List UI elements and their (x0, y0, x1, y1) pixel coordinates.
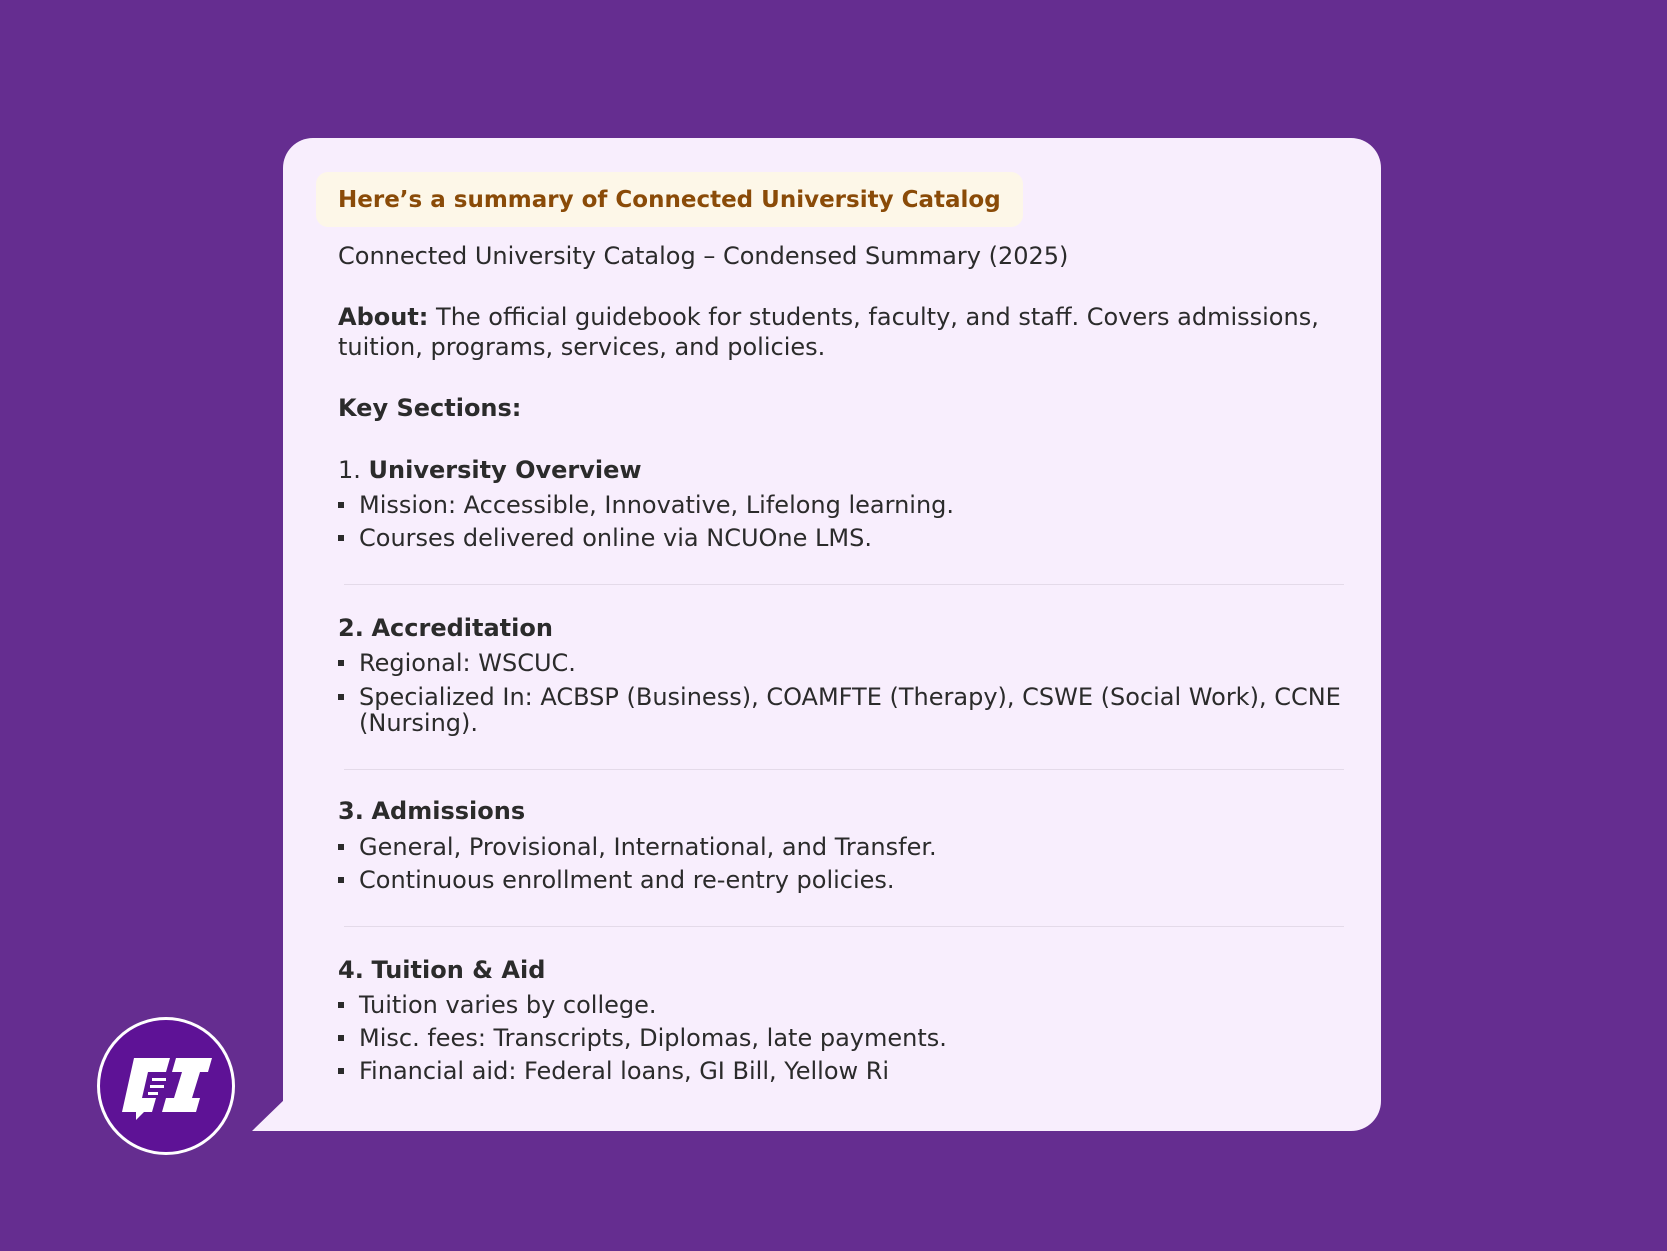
about-paragraph (338, 302, 1358, 362)
logo-glyph-icon (100, 1020, 232, 1152)
bullet-icon (338, 1002, 344, 1008)
bullet-icon (338, 694, 344, 700)
list-item (338, 525, 1359, 551)
list-item-text: Continuous enrollment and re-entry policies. (359, 866, 895, 894)
summary-heading: Here’s a summary of Connected University Catalog (338, 186, 1001, 213)
list-item (338, 1025, 1359, 1051)
section-divider (344, 584, 1344, 585)
section-title: Accreditation (371, 614, 553, 642)
section-heading-tuition-aid (338, 956, 545, 984)
bullet-icon (338, 535, 344, 541)
bullet-icon (338, 844, 344, 850)
section-number: 1. (338, 456, 361, 484)
bullet-icon (338, 877, 344, 883)
section-divider (344, 926, 1344, 927)
chat-document-logo-icon (97, 1017, 235, 1155)
list-item (338, 1058, 1359, 1084)
list-item-text: Mission: Accessible, Innovative, Lifelong learning. (359, 491, 955, 519)
section-heading-university-overview (338, 456, 642, 484)
list-item-text: Courses delivered online via NCUOne LMS. (359, 524, 872, 552)
list-item-text: Financial aid: Federal loans, GI Bill, Yellow Ri (359, 1057, 890, 1085)
bullet-icon (338, 660, 344, 666)
section-title: University Overview (368, 456, 642, 484)
document-subtitle: Connected University Catalog – Condensed Summary (2025) (338, 242, 1069, 270)
bullet-icon (338, 1035, 344, 1041)
chat-bubble-tail-fill (283, 1098, 323, 1131)
list-item-text: Specialized In: ACBSP (Business), COAMFTE (Therapy), CSWE (Social Work), CCNE (Nursing). (359, 683, 1341, 737)
list-item-text: Misc. fees: Transcripts, Diplomas, late payments. (359, 1024, 947, 1052)
about-text: The official guidebook for students, faculty, and staff. Covers admissions, tuition, programs, services, and policies. (338, 303, 1319, 361)
list-item (338, 684, 1359, 736)
list-item (338, 492, 1359, 518)
list-item (338, 992, 1359, 1018)
section-number: 2. (338, 614, 364, 642)
bullet-icon (338, 1068, 344, 1074)
summary-heading-chip (316, 172, 1023, 227)
section-title: Tuition & Aid (371, 956, 546, 984)
about-label: About: (338, 303, 429, 331)
list-item (338, 867, 1359, 893)
list-item-text: Tuition varies by college. (359, 991, 657, 1019)
chat-bubble-tail (252, 1098, 286, 1131)
section-number: 3. (338, 797, 364, 825)
key-sections-label: Key Sections: (338, 394, 522, 422)
list-item (338, 650, 1359, 676)
section-heading-admissions (338, 797, 525, 825)
section-number: 4. (338, 956, 364, 984)
bullet-icon (338, 502, 344, 508)
section-heading-accreditation (338, 614, 553, 642)
section-title: Admissions (371, 797, 526, 825)
list-item (338, 834, 1359, 860)
list-item-text: General, Provisional, International, and Transfer. (359, 833, 937, 861)
section-divider (344, 769, 1344, 770)
list-item-text: Regional: WSCUC. (359, 649, 576, 677)
